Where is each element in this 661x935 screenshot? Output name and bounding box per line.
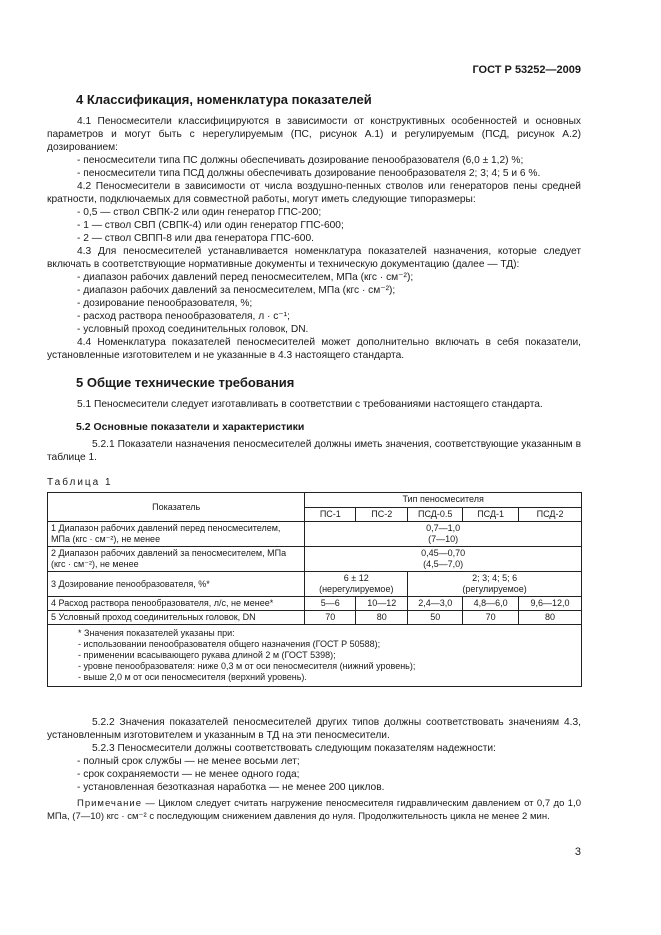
paragraph-4-4: 4.4 Номенклатура показателей пеносмесителей может дополнительно включать в себя показатели, установленные изготовителем и не указанные в 4.3 настоящего стандарта. [47,337,581,361]
table-cell: 80 [356,611,408,625]
paragraph-5-1: 5.1 Пеносмесители следует изготавливать в соответствии с требованиями настоящего стандарта. [77,399,543,410]
note-text: — Циклом следует считать нагружение пеносмесителя гидравлическим давлением от 0,7 до 1,0 МПа, (7—10) кгс · см⁻² с последующим снижением давления до нуля. Продолжительность цикла не менее 2 мин. [47,798,581,822]
list-item: - пеносмесители типа ПС должны обеспечивать дозирование пенообразователя (6,0 ± 1,2) %; [77,155,524,166]
table-1 [47,492,582,687]
list-item: - дозирование пенообразователя, %; [77,298,253,309]
paragraph-5-2-3: 5.2.3 Пеносмесители должны соответствовать следующим показателям надежности: [92,743,496,754]
paragraph-4-2: 4.2 Пеносмесители в зависимости от числа воздушно-пенных стволов или генераторов пены средней кратности, подключаемых для совместной работы, могут иметь следующие типоразмеры: [47,181,581,205]
footnote-item: - применении всасывающего рукава длиной 2 м (ГОСТ 5398); [78,650,336,660]
table-row [48,597,582,611]
page-number: 3 [574,846,581,858]
section-4-body [47,115,581,362]
list-item: - диапазон рабочих давлений перед пеносмесителем, МПа (кгс · см⁻²); [77,272,414,283]
cell-value: (7—10) [428,534,459,544]
table-row [48,572,582,597]
note [47,797,581,823]
list-item: - расход раствора пенообразователя, л · с⁻¹; [77,311,290,322]
table-cell: 9,6—12,0 [519,597,582,611]
column-header-type: Тип пеносмесителя [305,493,582,508]
table-cell: 10—12 [356,597,408,611]
column-header: ПСД-2 [519,507,582,522]
table-row [48,522,582,547]
table-cell [305,572,408,597]
table-cell: 5—6 [305,597,356,611]
table-footnote [48,625,582,687]
table-cell [305,522,582,547]
cell-value: (регулируемое) [462,584,527,594]
cell-value: 6 ± 12 [343,573,369,583]
document-header: ГОСТ Р 53252—2009 [472,64,581,76]
column-header: ПС-2 [356,507,408,522]
list-item: - 0,5 — ствол СВПК-2 или один генератор ГПС-200; [77,207,322,218]
footnote-item: - уровне пенообразователя: ниже 0,3 м от оси пеносмесителя (нижний уровень); [78,661,416,671]
paragraph-4-1: 4.1 Пеносмесители классифицируются в зависимости от конструктивных особенностей и основных параметров и могут быть с нерегулируемым (ПС, рисунок А.1) и регулируемым (ПСД, рисунок А.2) дозированием: [47,116,581,153]
cell-value: 0,45—0,70 [421,548,466,558]
footnote-title: * Значения показателей указаны при: [78,628,235,638]
table-row [48,611,582,625]
column-header: ПСД-1 [463,507,519,522]
table-cell: 4,8—6,0 [463,597,519,611]
cell-value: 0,7—1,0 [426,523,461,533]
column-header-param: Показатель [48,493,305,522]
list-item: - полный срок службы — не менее восьми лет; [77,756,300,767]
paragraph-5-2-1-block [47,438,581,464]
column-header: ПСД-0.5 [408,507,463,522]
table-cell: 70 [305,611,356,625]
paragraph-5-2-2: 5.2.2 Значения показателей пеносмесителей других типов должны соответствовать значениям 4.3, установленным изготовителем и указанным в ТД на эти пеносмесители. [47,717,581,741]
cell-value: 2; 3; 4; 5; 6 [472,573,518,583]
table-cell: 50 [408,611,463,625]
table-cell-param: 1 Диапазон рабочих давлений перед пеносмесителем, МПа (кгс · см⁻²), не менее [48,522,305,547]
section-5-title: 5 Общие технические требования [76,375,295,390]
footnote-item: - использовании пенообразователя общего назначения (ГОСТ Р 50588); [78,639,381,649]
table-header-row [48,493,582,508]
cell-value: (4,5—7,0) [423,559,464,569]
table-cell-param: 4 Расход раствора пенообразователя, л/с, не менее* [48,597,305,611]
list-item: - установленная безотказная наработка — не менее 200 циклов. [77,782,385,793]
subsection-5-2-title: 5.2 Основные показатели и характеристики [76,421,305,433]
footnote-item: - выше 2,0 м от оси пеносмесителя (верхний уровень). [78,672,307,682]
section-4-title: 4 Классификация, номенклатура показателей [76,92,372,107]
table-cell: 2,4—3,0 [408,597,463,611]
cell-value: (нерегулируемое) [319,584,394,594]
table-cell-param: 2 Диапазон рабочих давлений за пеносмесителем, МПа (кгс · см⁻²), не менее [48,547,305,572]
list-item: - 1 — ствол СВП (СВПК-4) или один генератор ГПС-600; [77,220,344,231]
table-caption: Таблица 1 [47,477,113,488]
list-item: - 2 — ствол СВПП-8 или два генератора ГПС-600. [77,233,314,244]
table-cell-param: 5 Условный проход соединительных головок, DN [48,611,305,625]
after-table-body [47,716,581,823]
list-item: - диапазон рабочих давлений за пеносмесителем, МПа (кгс · см⁻²); [77,285,396,296]
note-label: Примечание [77,798,142,809]
table-cell-param: 3 Дозирование пенообразователя, %* [48,572,305,597]
table-cell: 70 [463,611,519,625]
table-cell [305,547,582,572]
paragraph-4-3: 4.3 Для пеносмесителей устанавливается номенклатура показателей назначения, которые следует включать в соответствующие нормативные документы и техническую документацию (далее — ТД): [47,246,581,270]
column-header: ПС-1 [305,507,356,522]
paragraph-5-2-1: 5.2.1 Показатели назначения пеносмесителей должны иметь значения, соответствующие указанным в таблице 1. [47,439,581,463]
list-item: - пеносмесители типа ПСД должны обеспечивать дозирование пенообразователя 2; 3; 4; 5 и 6 %. [77,168,541,179]
paragraph-5-1-block [47,398,581,411]
table-footnote-row [48,625,582,687]
table-cell [408,572,582,597]
table-row [48,547,582,572]
list-item: - условный проход соединительных головок, DN. [77,324,309,335]
list-item: - срок сохраняемости — не менее одного года; [77,769,300,780]
table-cell: 80 [519,611,582,625]
